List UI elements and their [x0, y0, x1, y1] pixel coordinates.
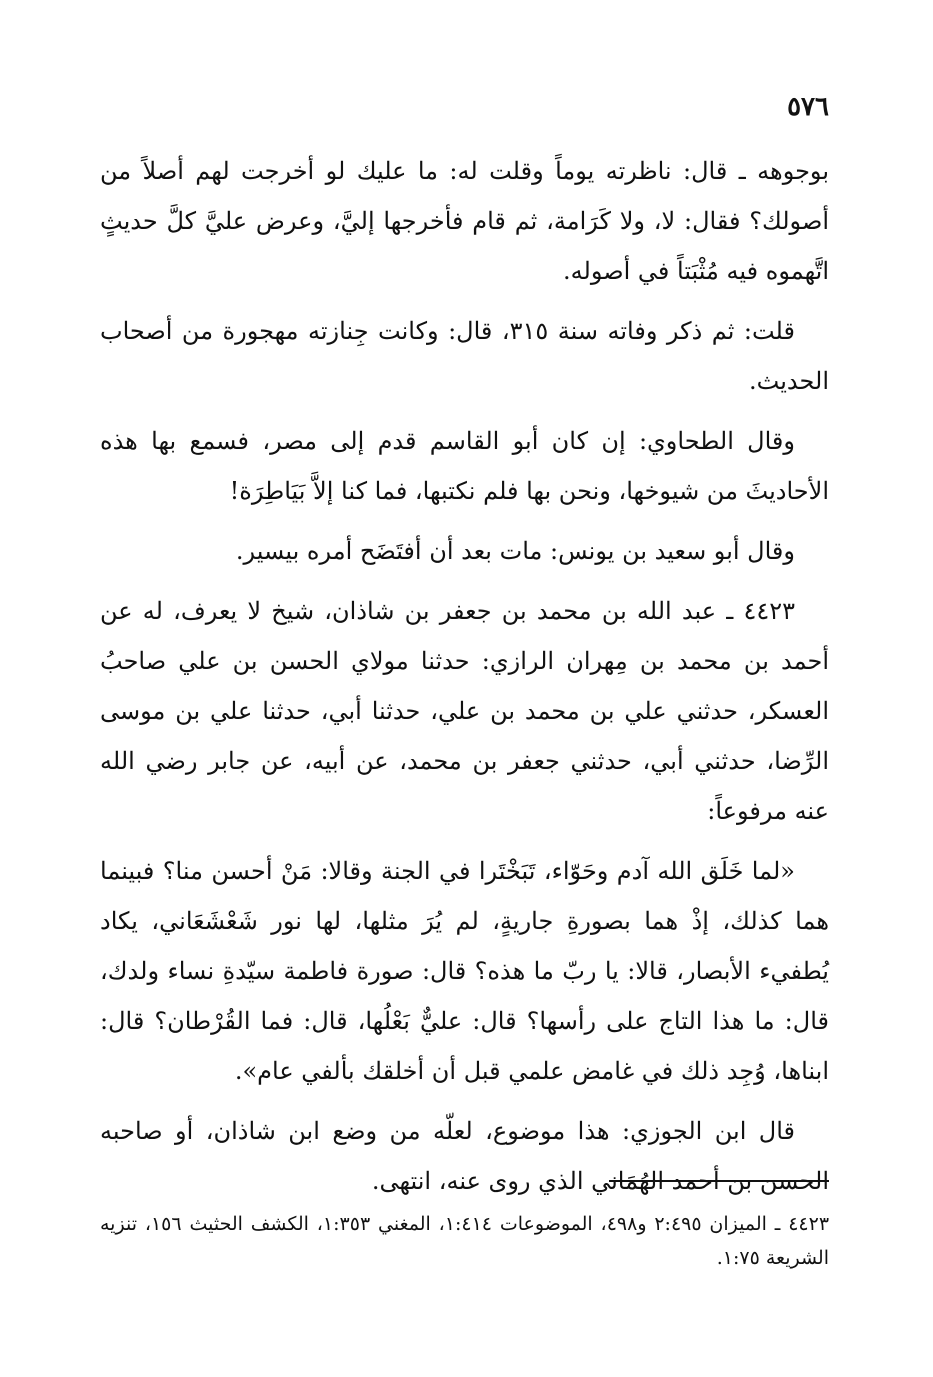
- footnote-divider: [609, 1180, 829, 1182]
- paragraph-death-year: قلت: ثم ذكر وفاته سنة ٣١٥، قال: وكانت جِنازته مهجورة من أصحاب الحديث.: [100, 317, 829, 395]
- footnote: ٤٤٢٣ ـ الميزان ٢:٤٩٥ و٤٩٨، الموضوعات ١:٤١٤، المغني ١:٣٥٣، الكشف الحثيث ١٥٦، تنزيه الشريعة ١:٧٥.: [100, 1213, 830, 1269]
- paragraph-entry-4423: ٤٤٢٣ ـ عبد الله بن محمد بن جعفر بن شاذان، شيخ لا يعرف، له عن أحمد بن محمد بن مِهران الرازي: حدثنا مولاي الحسن بن علي صاحبُ العسكر، حدثني علي بن محمد بن علي، حدثنا أبي، حدثنا علي بن موسى الرِّضا، حدثني أبي، حدثني جعفر بن محمد، عن أبيه، عن جابر رضي الله عنه مرفوعاً:: [100, 597, 829, 825]
- paragraph-hadith-quote: «لما خَلَق الله آدم وحَوّاء، تَبَخْتَرا في الجنة وقالا: مَنْ أحسن منا؟ فبينما هما كذلك، إذْ هما بصورةِ جاريةٍ، لم يُرَ مثلها، لها نور شَعْشَعَاني، يكاد يُطفيء الأبصار، قالا: يا ربّ ما هذه؟ قال: صورة فاطمة سيّدةِ نساء ولدك، قال: ما هذا التاج على رأسها؟ قال: عليٌّ بَعْلُها، قال: فما القُرْطان؟ قال: ابناها، وُجِد ذلك في غامض علمي قبل أن أخلقك بألفي عام».: [100, 857, 829, 1085]
- paragraph-ibn-yunus: وقال أبو سعيد بن يونس: مات بعد أن أفتَضَح أمره بيسير.: [235, 537, 795, 565]
- page-number: ٥٧٦: [787, 92, 829, 122]
- paragraph-continuation: بوجوهه ـ قال: ناظرته يوماً وقلت له: ما عليك لو أخرجت لهم أصلاً من أصولك؟ فقال: لا، ولا كَرَامة، ثم قام فأخرجها إليَّ، وعرض عليَّ كلَّ حديثٍ اتَّهموه فيه مُثْبَتاً في أصوله.: [100, 157, 829, 285]
- paragraph-tahawi: وقال الطحاوي: إن كان أبو القاسم قدم إلى مصر، فسمع بها هذه الأحاديثَ من شيوخها، ونحن بها فلم نكتبها، فما كنا إلاَّ بَيَاطِرَة!: [100, 427, 829, 505]
- main-text: [100, 146, 829, 1216]
- paragraph-ibn-jawzi: قال ابن الجوزي: هذا موضوع، لعلّه من وضع ابن شاذان، أو صاحبه الحسن بن أحمد الهُمَاني الذي روى عنه، انتهى.: [100, 1117, 829, 1195]
